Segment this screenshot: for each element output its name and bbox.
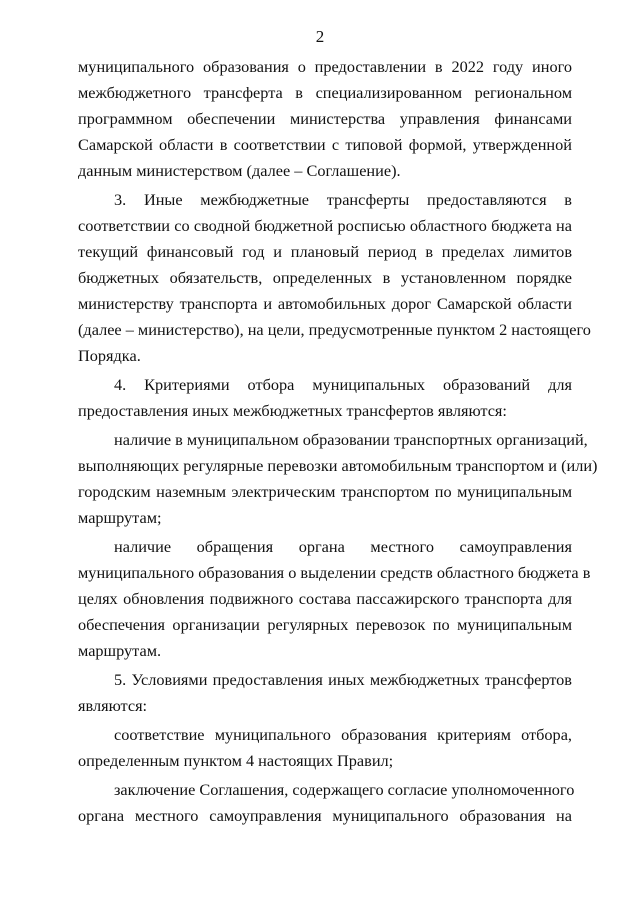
- text-line: наличие обращения органа местного самоуправления: [114, 537, 572, 556]
- text-line: соответствие муниципального образования критериям отбора,: [114, 725, 572, 744]
- text-line: 4. Критериями отбора муниципальных образований для: [114, 375, 572, 394]
- text-line: муниципального образования о предоставлении в 2022 году иного: [78, 57, 572, 76]
- text-line: Самарской области в соответствии с типовой формой, утвержденной: [78, 135, 572, 154]
- text-line: бюджетных обязательств, определенных в установленном порядке: [78, 268, 572, 287]
- text-line: муниципального образования о выделении средств областного бюджета в: [78, 563, 591, 582]
- paragraph-criterion-1: [78, 427, 598, 531]
- text-line: органа местного самоуправления муниципального образования на: [78, 806, 572, 825]
- text-line: городским наземным электрическим транспортом по муниципальным: [78, 482, 572, 501]
- paragraph-condition-1: [78, 722, 572, 774]
- paragraph-agreement-continuation: [78, 54, 572, 184]
- text-line: обеспечения организации регулярных перевозок по муниципальным: [78, 615, 572, 634]
- text-line: являются:: [78, 696, 148, 715]
- page-number: 2: [315, 27, 325, 46]
- text-line: межбюджетного трансферта в специализированном региональном: [78, 83, 572, 102]
- paragraph-condition-2: [78, 777, 575, 829]
- paragraph-criterion-2: [78, 534, 591, 664]
- text-line: 3. Иные межбюджетные трансферты предоставляются в: [114, 190, 572, 209]
- text-line: маршрутам.: [78, 641, 162, 660]
- text-line: предоставления иных межбюджетных трансфертов являются:: [78, 401, 507, 420]
- text-line: заключение Соглашения, содержащего согласие уполномоченного: [114, 780, 575, 799]
- text-line: (далее – министерство), на цели, предусмотренные пунктом 2 настоящего: [78, 320, 591, 339]
- text-line: министерству транспорта и автомобильных дорог Самарской области: [78, 294, 572, 313]
- paragraph-3: [78, 187, 591, 369]
- document-body: [78, 54, 598, 832]
- text-line: целях обновления подвижного состава пассажирского транспорта для: [78, 589, 572, 608]
- text-line: наличие в муниципальном образовании транспортных организаций,: [114, 430, 588, 449]
- text-line: определенным пунктом 4 настоящих Правил;: [78, 751, 394, 770]
- text-line: данным министерством (далее – Соглашение).: [78, 161, 401, 180]
- text-line: программном обеспечении министерства управления финансами: [78, 109, 572, 128]
- paragraph-5: [78, 667, 572, 719]
- paragraph-4: [78, 372, 572, 424]
- text-line: текущий финансовый год и плановый период в пределах лимитов: [78, 242, 572, 261]
- text-line: маршрутам;: [78, 508, 162, 527]
- text-line: выполняющих регулярные перевозки автомобильным транспортом и (или): [78, 456, 598, 475]
- text-line: Порядка.: [78, 346, 141, 365]
- text-line: соответствии со сводной бюджетной росписью областного бюджета на: [78, 216, 572, 235]
- text-line: 5. Условиями предоставления иных межбюджетных трансфертов: [114, 670, 572, 689]
